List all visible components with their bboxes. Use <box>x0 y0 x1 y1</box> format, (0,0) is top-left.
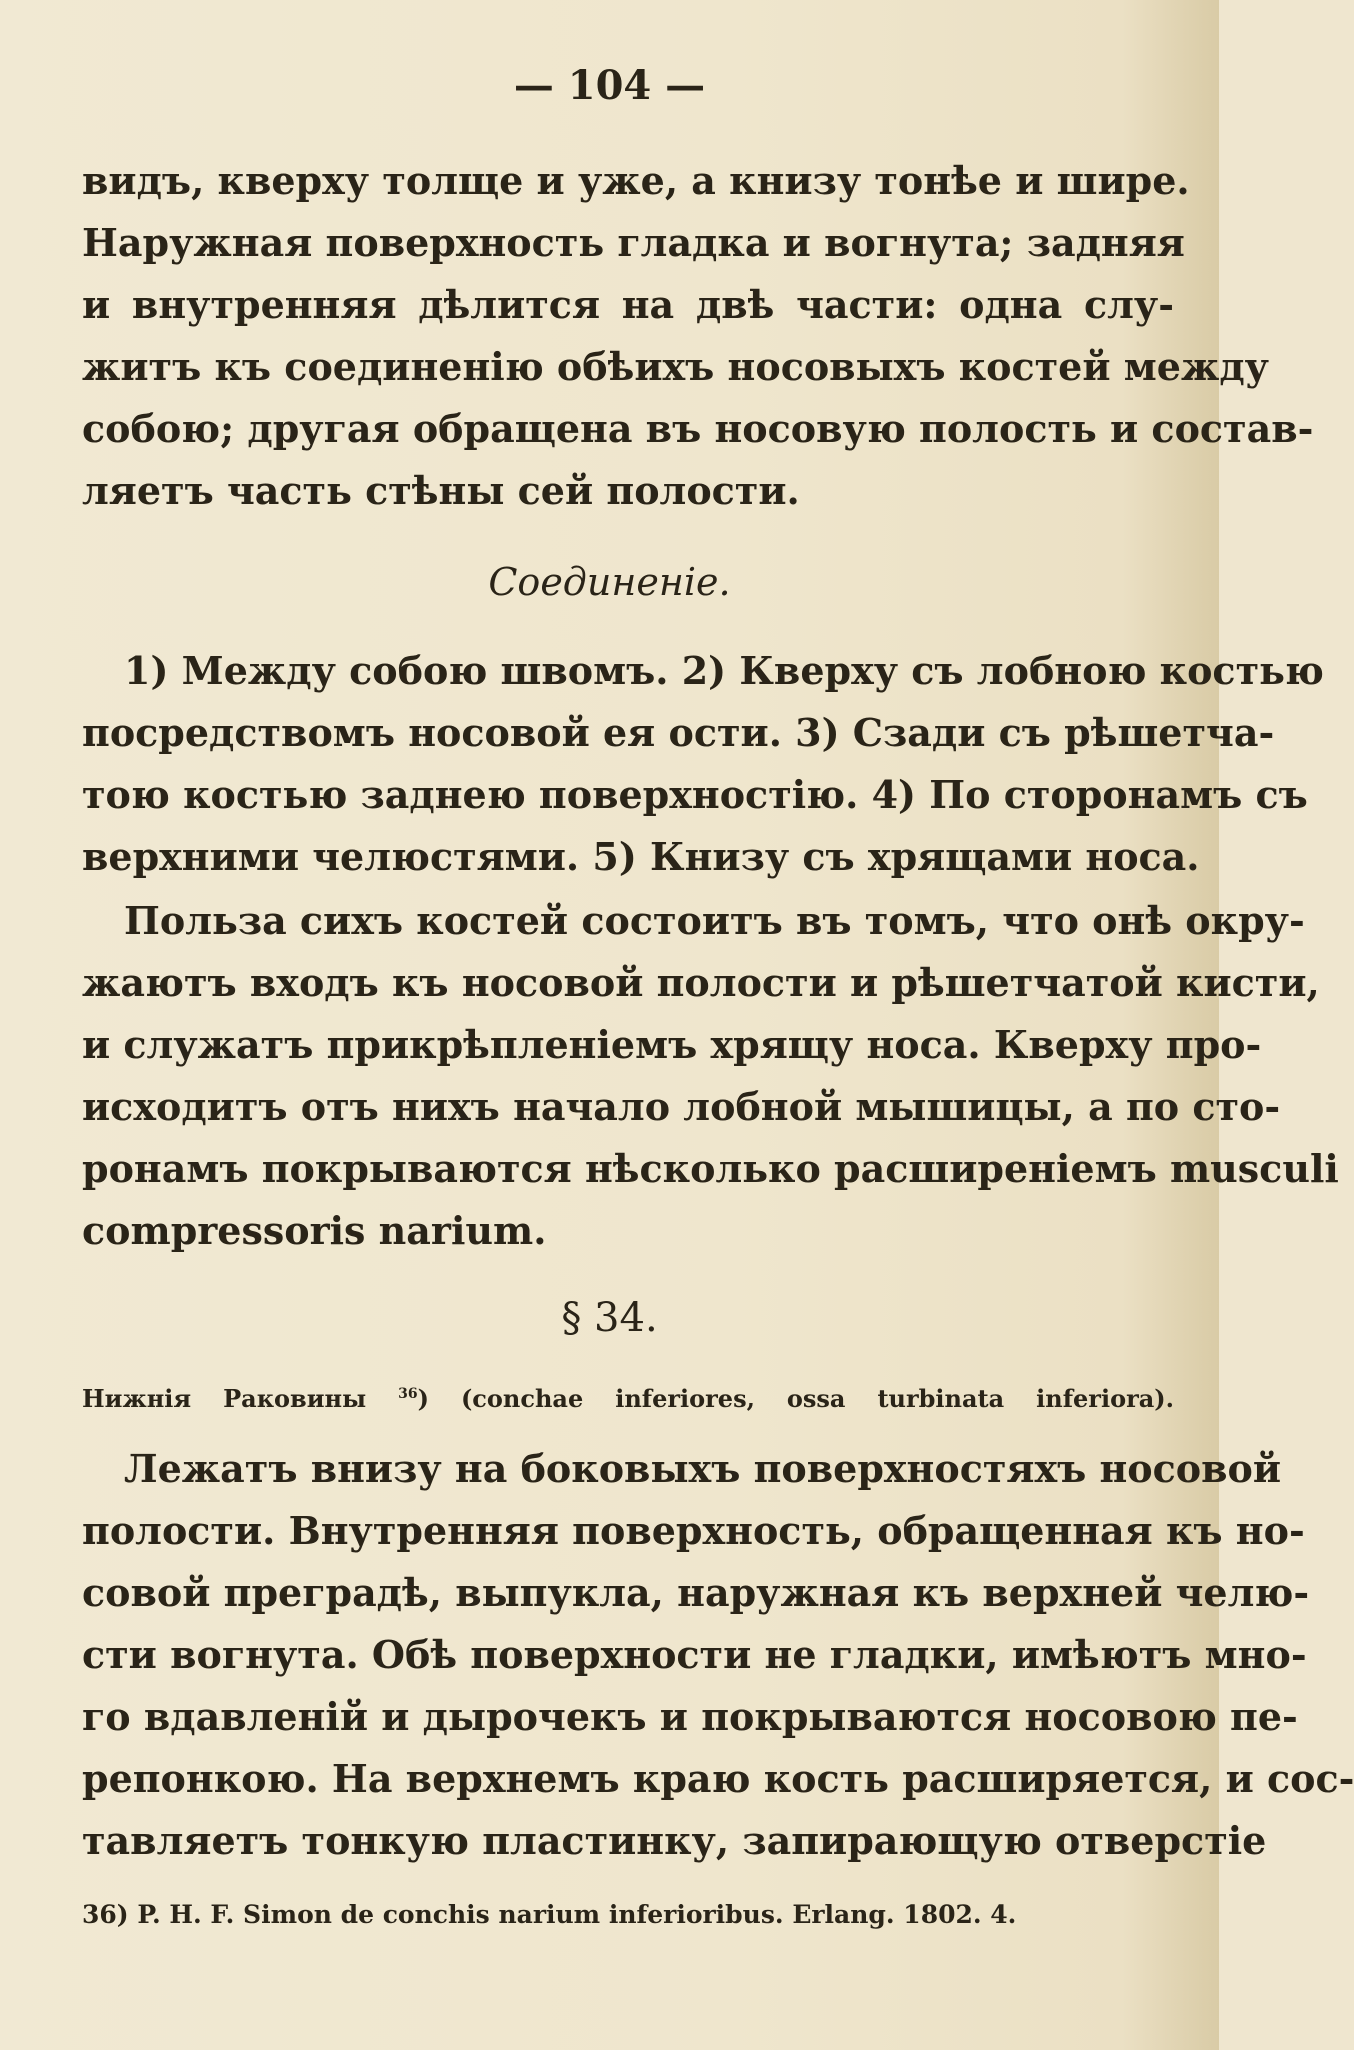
text-line: тавляетъ тонкую пластинку, запирающую отверстіе <box>82 1818 1267 1863</box>
text-line: репонкою. На верхнемъ краю кость расширяется, и сос- <box>82 1756 1354 1801</box>
text-line: тою костью заднею поверхностію. 4) По сторонамъ съ <box>82 772 1308 817</box>
section-subtitle <box>82 1384 1174 1413</box>
subtitle-main: Нижнія Раковины <box>82 1384 367 1413</box>
text-line: го вдавленій и дырочекъ и покрываются носовою пе- <box>82 1694 1298 1739</box>
text-line: ронамъ покрываются нѣсколько расширеніемъ musculi <box>82 1146 1339 1191</box>
text-line: и служатъ прикрѣпленіемъ хрящу носа. Кверху про- <box>82 1022 1262 1067</box>
page-number: — 104 — <box>513 62 706 109</box>
text-line: Лежатъ внизу на боковыхъ поверхностяхъ носовой <box>124 1446 1282 1491</box>
subtitle-latin: ) (conchae inferiores, ossa turbinata inferiora). <box>417 1384 1174 1413</box>
text-line: жаютъ входъ къ носовой полости и рѣшетчатой кисти, <box>82 960 1320 1005</box>
text-line: 1) Между собою швомъ. 2) Кверху съ лобною костью <box>124 648 1324 693</box>
text-line: и внутренняя дѣлится на двѣ части: одна слу- <box>82 282 1174 327</box>
text-line: житъ къ соединенію обѣихъ носовыхъ костей между <box>82 344 1269 389</box>
section-number: § 34. <box>561 1295 658 1341</box>
footnote: 36) P. H. F. Simon de conchis narium inferioribus. Erlang. 1802. 4. <box>82 1900 1017 1929</box>
text-line: сти вогнута. Обѣ поверхности не гладки, имѣютъ мно- <box>82 1632 1307 1677</box>
text-line: Наружная поверхность гладка и вогнута; задняя <box>82 220 1185 265</box>
text-line: посредствомъ носовой ея ости. 3) Сзади съ рѣшетча- <box>82 710 1275 755</box>
text-line: ляетъ часть стѣны сей полости. <box>82 468 800 513</box>
paragraph-bone-surfaces <box>82 150 1314 522</box>
paragraph-lower-conchae <box>82 1438 1354 1872</box>
heading-connection: Соединеніе. <box>488 560 731 604</box>
text-line: видъ, кверху толще и уже, а книзу тонѣе и шире. <box>82 158 1190 203</box>
text-line: исходитъ отъ нихъ начало лобной мышицы, а по сто- <box>82 1084 1281 1129</box>
text-line: compressoris narium. <box>82 1208 547 1253</box>
paragraph-function <box>82 890 1339 1262</box>
paragraph-connections <box>82 640 1324 888</box>
footnote-reference: 36 <box>398 1386 418 1402</box>
text-line: полости. Внутренняя поверхность, обращенная къ но- <box>82 1508 1305 1553</box>
text-line: верхними челюстями. 5) Книзу съ хрящами носа. <box>82 834 1200 879</box>
text-line: Польза сихъ костей состоитъ въ томъ, что онѣ окру- <box>124 898 1305 943</box>
text-line: совой преградѣ, выпукла, наружная къ верхней челю- <box>82 1570 1310 1615</box>
text-line: собою; другая обращена въ носовую полость и состав- <box>82 406 1314 451</box>
